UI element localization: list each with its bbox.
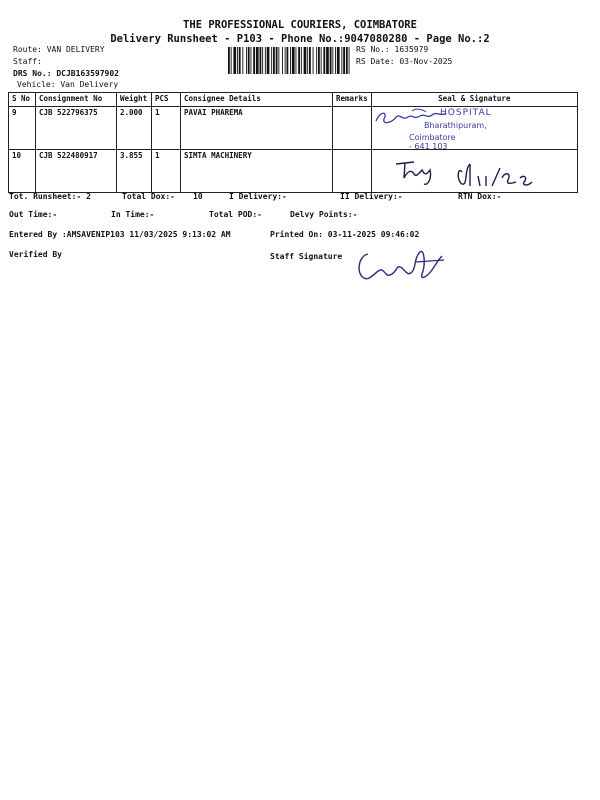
ii-delivery: II Delivery:- bbox=[340, 192, 403, 201]
table-header-row bbox=[9, 93, 578, 107]
cell-sno: 9 bbox=[9, 107, 36, 150]
i-delivery: I Delivery:- bbox=[229, 192, 287, 201]
vehicle-field: Vehicle: Van Delivery bbox=[17, 80, 119, 89]
cell-pcs: 1 bbox=[152, 107, 181, 150]
printed-on: Printed On: 03-11-2025 09:46:02 bbox=[270, 230, 420, 239]
total-pod: Total POD:- bbox=[209, 210, 262, 219]
total-dox-label: Total Dox:- bbox=[122, 192, 175, 201]
cell-consignee: SIMTA MACHINERY bbox=[181, 150, 333, 193]
cell-consignment: CJB 522796375 bbox=[36, 107, 117, 150]
col-header-pcs: PCS bbox=[152, 93, 181, 107]
rs-number: RS No.: 1635979 bbox=[356, 45, 429, 54]
handwritten-signature bbox=[372, 105, 462, 129]
cell-remarks bbox=[333, 107, 372, 150]
drs-number: DRS No.: DCJB163597902 bbox=[13, 69, 119, 78]
tot-runsheet: Tot. Runsheet:- 2 bbox=[9, 192, 91, 201]
rtn-dox: RTN Dox:- bbox=[458, 192, 502, 201]
col-header-consignment: Consignment No bbox=[36, 93, 117, 107]
handwritten-signature bbox=[392, 156, 552, 192]
col-header-seal: Seal & Signature bbox=[371, 93, 577, 107]
col-header-consignee: Consignee Details bbox=[181, 93, 333, 107]
runsheet-title: Delivery Runsheet - P103 - Phone No.:9047080280 - Page No.:2 bbox=[110, 33, 490, 45]
stamp-line-1: HOSPITAL bbox=[440, 108, 492, 118]
cell-pcs: 1 bbox=[152, 150, 181, 193]
staff-signature-label: Staff Signature bbox=[270, 252, 343, 261]
delvy-points: Delvy Points:- bbox=[290, 210, 358, 219]
cell-weight: 3.855 bbox=[117, 150, 152, 193]
barcode bbox=[228, 47, 350, 74]
in-time: In Time:- bbox=[111, 210, 155, 219]
cell-sno: 10 bbox=[9, 150, 36, 193]
stamp-line-3: Coimbatore - 641 103 bbox=[409, 133, 456, 151]
company-title: THE PROFESSIONAL COURIERS, COIMBATORE bbox=[183, 19, 417, 31]
entered-by: Entered By :AMSAVENIP103 11/03/2025 9:13:02 AM bbox=[9, 230, 231, 239]
cell-consignee: PAVAI PHAREMA bbox=[181, 107, 333, 150]
col-header-weight: Weight bbox=[117, 93, 152, 107]
col-header-sno: S No bbox=[9, 93, 36, 107]
cell-consignment: CJB 522480917 bbox=[36, 150, 117, 193]
staff-field: Staff: bbox=[13, 57, 42, 66]
out-time: Out Time:- bbox=[9, 210, 58, 219]
cell-weight: 2.000 bbox=[117, 107, 152, 150]
stamp-line-2: Bharathipuram, bbox=[424, 121, 487, 130]
rs-date: RS Date: 03-Nov-2025 bbox=[356, 57, 453, 66]
route-field: Route: VAN DELIVERY bbox=[13, 45, 105, 54]
cell-remarks bbox=[333, 150, 372, 193]
verified-by: Verified By bbox=[9, 250, 62, 259]
staff-signature bbox=[352, 244, 452, 288]
table-row bbox=[9, 107, 578, 150]
total-dox-value: 10 bbox=[193, 192, 203, 201]
col-header-remarks: Remarks bbox=[333, 93, 372, 107]
